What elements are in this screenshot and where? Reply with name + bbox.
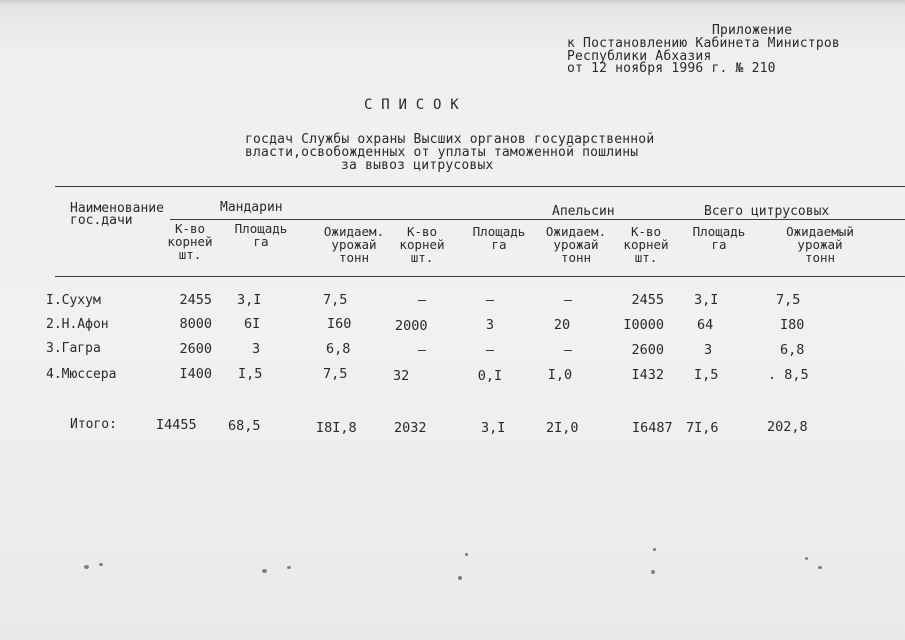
subheader-orange-yield: Ожидаем. урожай тонн (545, 224, 607, 265)
cell-mandarin-area: I,5 (238, 366, 263, 382)
row-name: 3.Гагра (46, 341, 101, 356)
subheader-orange-roots: К-во корней шт. (399, 224, 445, 265)
cell-mandarin-yield: 7,5 (323, 366, 348, 382)
total-orange-area: 3,I (481, 420, 506, 436)
cell-mandarin-area: 6I (244, 316, 261, 332)
subheader-mandarin-yield: Ожидаем. урожай тонн (323, 224, 385, 265)
cell-mandarin-area: 3 (252, 341, 261, 357)
cell-mandarin-roots: 8000 (179, 316, 212, 332)
cell-mandarin-area: 3,I (237, 292, 262, 308)
cell-orange-yield: 20 (553, 317, 571, 333)
cell-total-area: I,5 (694, 367, 719, 383)
cell-orange-roots: – (417, 292, 427, 308)
subheader-total-yield: Ожидаемый урожай тонн (786, 224, 854, 265)
group-header-orange: Апельсин (552, 204, 615, 219)
subheader-orange-area: Площадь га (472, 224, 526, 252)
cell-total-roots: 2600 (631, 342, 664, 358)
cell-orange-yield: I,0 (547, 367, 573, 383)
name-header-line-2: гос.дачи (70, 213, 133, 228)
cell-mandarin-roots: 2455 (179, 292, 212, 308)
group-header-mandarin: Мандарин (220, 200, 283, 215)
cell-orange-roots: 32 (393, 368, 410, 384)
cell-total-roots: I432 (631, 367, 664, 383)
cell-mandarin-roots: I400 (179, 366, 212, 382)
subtitle-line-1: госдач Службы охраны Высших органов государственной (245, 132, 655, 147)
row-name: 4.Мюссера (46, 367, 117, 382)
total-total-yield: 202,8 (767, 419, 808, 435)
cell-mandarin-yield: I60 (327, 316, 352, 332)
subtitle-line-3: за вывоз цитрусовых (341, 158, 494, 173)
total-orange-roots: 2032 (394, 420, 427, 436)
cell-mandarin-roots: 2600 (179, 341, 212, 357)
cell-orange-area: 0,I (477, 368, 503, 384)
scan-edge-shadow (0, 0, 905, 6)
total-total-roots: I6487 (632, 420, 673, 436)
row-name: 2.Н.Афон (46, 317, 109, 332)
cell-total-yield: 7,5 (776, 292, 801, 308)
cell-orange-area: – (485, 292, 495, 308)
total-row-label: Итого: (70, 417, 117, 432)
cell-total-yield: I80 (780, 317, 805, 333)
subheader-mandarin-roots: К-во корней шт. (167, 221, 213, 262)
subheader-mandarin-area: Площадь га (234, 221, 288, 249)
total-mandarin-yield: I8I,8 (316, 420, 357, 436)
total-total-area: 7I,6 (686, 420, 719, 436)
cell-total-yield: . 8,5 (768, 367, 809, 383)
subheader-total-area: Площадь га (692, 224, 746, 252)
cell-total-yield: 6,8 (780, 342, 805, 358)
cell-orange-roots: – (417, 342, 427, 358)
cell-mandarin-yield: 6,8 (326, 341, 351, 357)
total-mandarin-roots: I4455 (156, 417, 197, 433)
group-header-rule (170, 219, 905, 220)
cell-orange-area: – (485, 342, 495, 358)
appendix-line-4: от 12 ноября 1996 г. № 210 (567, 61, 776, 76)
cell-orange-yield: – (563, 342, 573, 358)
table-top-rule (55, 186, 905, 187)
appendix-line-2: к Постановлению Кабинета Министров (567, 36, 840, 51)
cell-total-roots: I0000 (623, 317, 664, 333)
total-orange-yield: 2I,0 (546, 420, 579, 436)
cell-orange-roots: 2000 (395, 318, 428, 334)
subheader-total-roots: К-во корней шт. (623, 224, 669, 265)
cell-orange-area: 3 (485, 317, 495, 333)
cell-total-area: 64 (697, 317, 714, 333)
group-header-total: Всего цитрусовых (704, 204, 830, 219)
appendix-line-1: Приложение (712, 23, 793, 38)
appendix-line-3: Республики Абхазия (567, 49, 712, 64)
row-name: I.Сухум (46, 293, 101, 308)
cell-total-area: 3 (704, 342, 713, 358)
subtitle-line-2: власти,освобожденных от уплаты таможенной пошлины (245, 145, 639, 160)
cell-total-roots: 2455 (631, 292, 664, 308)
document-title: С П И С О К (364, 97, 459, 113)
header-bottom-rule (55, 276, 905, 277)
cell-total-area: 3,I (694, 292, 719, 308)
cell-mandarin-yield: 7,5 (323, 292, 348, 308)
cell-orange-yield: – (563, 292, 573, 308)
total-mandarin-area: 68,5 (228, 418, 261, 434)
name-header-line-1: Наименование (70, 201, 164, 216)
